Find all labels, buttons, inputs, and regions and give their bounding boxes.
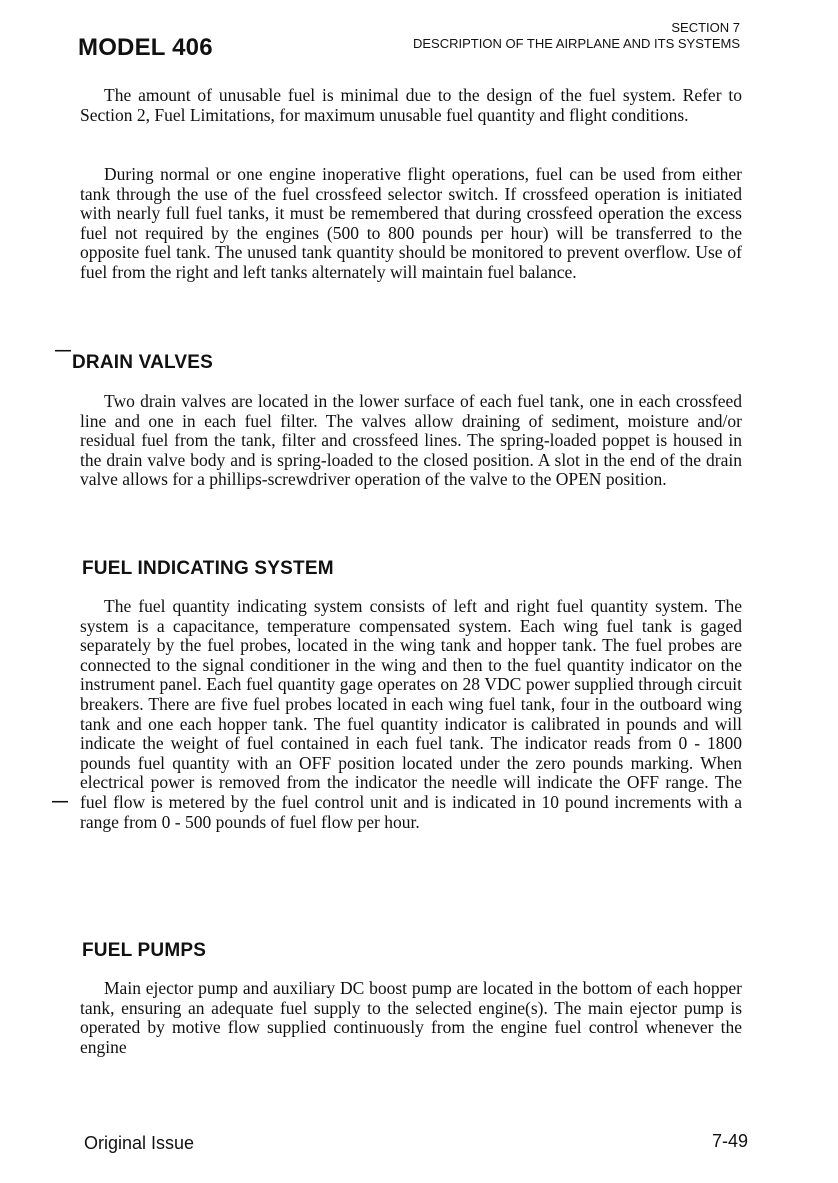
revision-arrow-icon: — — [52, 793, 68, 810]
drain-valves-paragraph: Two drain valves are located in the lower surface of each fuel tank, one in each crossfeed line and one in each fuel filter. The valves allow draining of sediment, moisture and/or residual fuel from the tank, filter and crossfeed lines. The spring-loaded poppet is housed in the drain valve body and is spring-loaded to the closed position. A slot in the end of the drain valve allows for a phillips-screwdriver operation of the valve to the OPEN position. — [80, 391, 742, 490]
fuel-pumps-paragraph: Main ejector pump and auxiliary DC boost pump are located in the bottom of each hopper tank, ensuring an adequate fuel supply to the selected engine(s). The main ejector pump is operated by motive flow supplied continuously from the engine fuel control whenever the engine — [80, 978, 742, 1057]
fuel-indicating-heading: FUEL INDICATING SYSTEM — [82, 558, 334, 579]
footer-issue: Original Issue — [84, 1133, 195, 1153]
crossfeed-paragraph: During normal or one engine inoperative flight operations, fuel can be used from either tank through the use of the fuel crossfeed selector switch. If crossfeed operation is initiated with nearly full fuel tanks, it must be remembered that during crossfeed operation the excess fuel not required by the engines (500 to 800 pounds per hour) will be transferred to the opposite fuel tank. The unused tank quantity should be monitored to prevent overflow. Use of fuel from the right and left tanks alternately will maintain fuel balance. — [80, 164, 742, 282]
section-title: DESCRIPTION OF THE AIRPLANE AND ITS SYSTEMS — [413, 36, 740, 51]
revision-arrow-icon: — — [55, 342, 71, 359]
fuel-indicating-paragraph: The fuel quantity indicating system consists of left and right fuel quantity system. The system is a capacitance, temperature compensated system. Each wing fuel tank is gaged separately by the fuel probes, located in the wing tank and hopper tank. The fuel probes are connected to the signal conditioner in the wing and then to the fuel quantity indicator on the instrument panel. Each fuel quantity gage operates on 28 VDC power supplied through circuit breakers. There are five fuel probes located in each wing fuel tank, four in the outboard wing tank and one each hopper tank. The fuel quantity indicator is calibrated in pounds and will indicate the weight of fuel contained in each fuel tank. The indicator reads from 0 - 1800 pounds fuel quantity with an OFF position located under the zero pounds marking. When electrical power is removed from the indicator the needle will indicate the OFF range. The fuel flow is metered by the fuel control unit and is indicated in 10 pound increments with a range from 0 - 500 pounds of fuel flow per hour. — [80, 596, 742, 832]
section-number: SECTION 7 — [671, 20, 740, 35]
drain-valves-heading: DRAIN VALVES — [72, 352, 214, 373]
unusable-fuel-paragraph: The amount of unusable fuel is minimal due to the design of the fuel system. Refer to Section 2, Fuel Limitations, for maximum unusable fuel quantity and flight conditions. — [80, 85, 742, 125]
section-header — [413, 20, 740, 52]
model-title: MODEL 406 — [78, 34, 213, 61]
fuel-pumps-heading: FUEL PUMPS — [82, 940, 207, 961]
page-number: 7-49 — [711, 1131, 748, 1151]
